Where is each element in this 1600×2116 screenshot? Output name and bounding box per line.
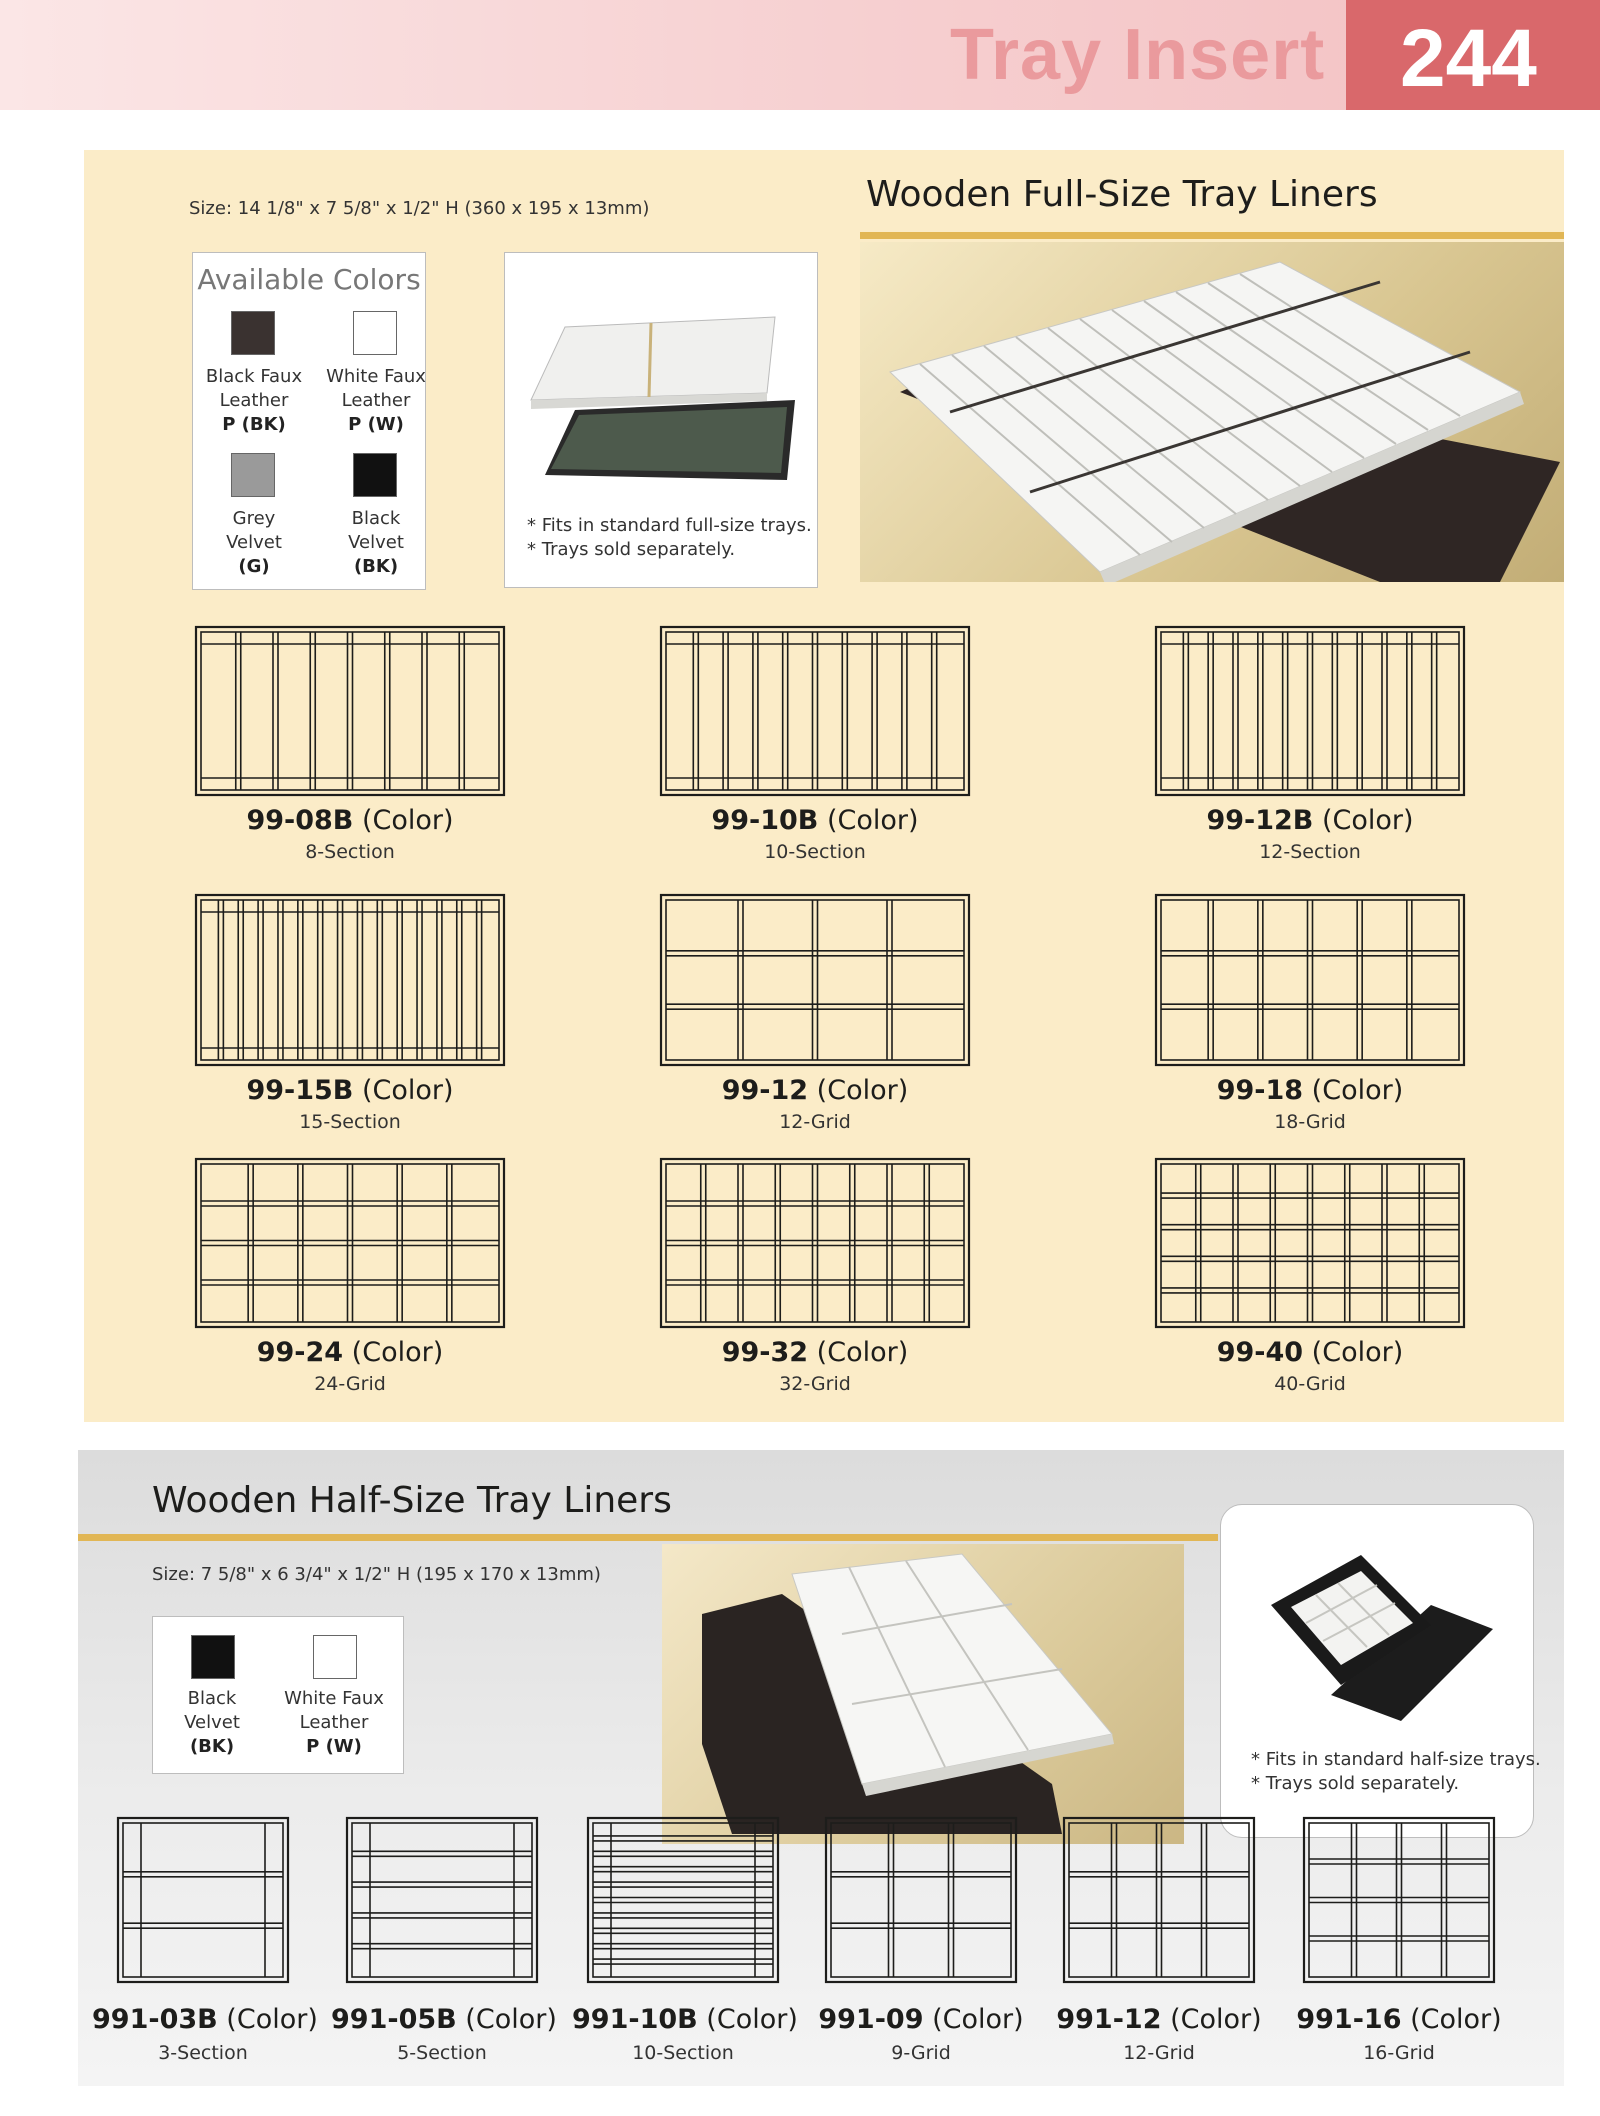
tray-diagram-8-section — [194, 625, 506, 797]
product-description: 18-Grid — [1274, 1111, 1346, 1133]
product-99-15b[interactable] — [194, 893, 506, 1133]
color-label-black-velvet — [157, 1687, 267, 1759]
product-name — [572, 2004, 798, 2035]
product-code: 99-12B — [1206, 805, 1314, 836]
color-swatch-white-faux-leather[interactable] — [313, 1635, 357, 1679]
tray-inner-frame — [1161, 1164, 1459, 1322]
product-99-12b[interactable] — [1154, 625, 1466, 863]
product-name — [92, 2004, 318, 2035]
tray-outline — [1064, 1818, 1254, 1982]
tray-outline — [826, 1818, 1016, 1982]
tray-outline — [1156, 627, 1464, 795]
color-code: P (BK) — [222, 414, 286, 435]
tray-outline — [661, 895, 969, 1065]
product-color-suffix: (Color) — [1303, 1337, 1404, 1368]
tray-inner-frame — [1309, 1823, 1489, 1977]
color-label-line2: Leather — [341, 390, 411, 411]
color-label-line2: Leather — [299, 1712, 369, 1733]
product-description: 3-Section — [158, 2042, 248, 2064]
product-color-suffix: (Color) — [343, 1337, 444, 1368]
tray-outline — [661, 1159, 969, 1327]
full-size-section — [84, 150, 1564, 1422]
product-code: 99-32 — [721, 1337, 809, 1368]
tray-inner-frame — [123, 1823, 283, 1977]
tray-stack-photo — [505, 253, 817, 587]
product-99-18[interactable] — [1154, 893, 1466, 1133]
tray-inner-frame — [666, 632, 964, 790]
color-swatch-black-velvet[interactable] — [353, 453, 397, 497]
product-description: 40-Grid — [1274, 1373, 1346, 1395]
product-99-24[interactable] — [194, 1157, 506, 1395]
product-description: 16-Grid — [1363, 2042, 1435, 2064]
full-size-notes-panel — [504, 252, 818, 588]
color-swatch-grey-velvet[interactable] — [231, 453, 275, 497]
tray-diagram-16-grid — [1288, 1816, 1510, 1984]
product-description: 12-Grid — [779, 1111, 851, 1133]
product-code: 99-18 — [1216, 1075, 1304, 1106]
green-tray-lining — [551, 407, 787, 473]
color-label-line1: White Faux — [326, 366, 426, 387]
tray-diagram-10-section — [659, 625, 971, 797]
product-code: 991-05B — [331, 2004, 457, 2035]
product-color-suffix: (Color) — [1161, 2004, 1262, 2035]
white-liner — [531, 317, 775, 400]
product-name — [1288, 2004, 1510, 2035]
product-description: 24-Grid — [314, 1373, 386, 1395]
product-color-suffix: (Color) — [1313, 805, 1414, 836]
product-code: 991-09 — [818, 2004, 924, 2035]
color-label-line2: Velvet — [184, 1712, 240, 1733]
product-description: 5-Section — [397, 2042, 487, 2064]
tray-outline — [1304, 1818, 1494, 1982]
product-name — [1154, 805, 1466, 836]
half-tray-stack-photo — [1221, 1505, 1533, 1755]
product-description: 32-Grid — [779, 1373, 851, 1395]
product-color-suffix: (Color) — [808, 1337, 909, 1368]
half-size-dimensions: Size: 7 5/8" x 6 3/4" x 1/2" H (195 x 170 x 13mm) — [152, 1564, 601, 1585]
product-991-09[interactable] — [810, 1816, 1032, 2064]
available-colors-panel — [192, 252, 426, 590]
product-code: 991-10B — [572, 2004, 698, 2035]
product-color-suffix: (Color) — [923, 2004, 1024, 2035]
title-rule — [860, 232, 1564, 239]
color-label-black-velvet — [321, 507, 431, 579]
tray-inner-frame — [201, 632, 499, 790]
product-991-10b[interactable] — [572, 1816, 798, 2064]
product-name — [194, 1337, 506, 1368]
product-code: 99-24 — [256, 1337, 344, 1368]
product-name — [659, 1337, 971, 1368]
product-name — [331, 2004, 557, 2035]
tray-diagram-5-section — [331, 1816, 553, 1984]
tray-outline — [1156, 1159, 1464, 1327]
tray-inner-frame — [1069, 1823, 1249, 1977]
color-swatch-black-faux-leather[interactable] — [231, 311, 275, 355]
product-99-32[interactable] — [659, 1157, 971, 1395]
tray-inner-frame — [201, 1164, 499, 1322]
product-name — [1154, 1337, 1466, 1368]
full-size-liner-illustration — [860, 242, 1564, 582]
product-99-08b[interactable] — [194, 625, 506, 863]
product-991-03b[interactable] — [92, 1816, 318, 2064]
product-name — [1048, 2004, 1270, 2035]
tray-diagram-40-grid — [1154, 1157, 1466, 1329]
half-size-notes-panel — [1220, 1504, 1541, 1838]
tray-diagram-12-section — [1154, 625, 1466, 797]
tray-inner-frame — [201, 900, 499, 1060]
product-code: 99-15B — [246, 1075, 354, 1106]
tray-inner-frame — [831, 1823, 1011, 1977]
tray-inner-frame — [1161, 632, 1459, 790]
full-size-note-fit: * Fits in standard full-size trays. — [527, 515, 812, 536]
product-description: 10-Section — [632, 2042, 734, 2064]
tray-outline — [1156, 895, 1464, 1065]
tray-inner-frame — [1161, 900, 1459, 1060]
product-description: 15-Section — [299, 1111, 401, 1133]
product-color-suffix: (Color) — [456, 2004, 557, 2035]
color-code: (BK) — [353, 556, 399, 577]
liner-divider — [649, 323, 651, 397]
color-label-black-faux-leather — [199, 365, 309, 437]
product-color-suffix: (Color) — [808, 1075, 909, 1106]
product-name — [194, 805, 506, 836]
color-code: P (W) — [348, 414, 404, 435]
product-color-suffix: (Color) — [697, 2004, 798, 2035]
page-title: Tray Insert — [950, 15, 1326, 95]
product-description: 9-Grid — [891, 2042, 951, 2064]
half-size-liner-illustration — [662, 1544, 1184, 1844]
product-color-suffix: (Color) — [353, 1075, 454, 1106]
product-991-16[interactable] — [1288, 1816, 1510, 2064]
color-label-grey-velvet — [199, 507, 309, 579]
product-name — [659, 805, 971, 836]
product-name — [659, 1075, 971, 1106]
tray-diagram-12-grid — [1048, 1816, 1270, 1984]
half-size-note-fit: * Fits in standard half-size trays. — [1251, 1749, 1541, 1770]
color-label-white-faux-leather — [279, 1687, 389, 1759]
product-code: 99-40 — [1216, 1337, 1304, 1368]
tray-diagram-18-grid — [1154, 893, 1466, 1067]
color-code: P (W) — [306, 1736, 362, 1757]
product-name — [810, 2004, 1032, 2035]
half-size-liner-photo — [662, 1544, 1184, 1844]
tray-diagram-32-grid — [659, 1157, 971, 1329]
tray-diagram-24-grid — [194, 1157, 506, 1329]
tray-diagram-9-grid — [810, 1816, 1032, 1984]
product-description: 12-Grid — [1123, 2042, 1195, 2064]
full-size-note-sold: * Trays sold separately. — [527, 539, 736, 560]
product-description: 10-Section — [764, 841, 866, 863]
half-size-note-sold: * Trays sold separately. — [1251, 1773, 1460, 1794]
product-991-12[interactable] — [1048, 1816, 1270, 2064]
tray-outline — [347, 1818, 537, 1982]
product-991-05b[interactable] — [331, 1816, 557, 2064]
color-label-line2: Velvet — [348, 532, 404, 553]
product-description: 8-Section — [305, 841, 395, 863]
product-99-10b[interactable] — [659, 625, 971, 863]
color-code: (BK) — [189, 1736, 235, 1757]
tray-outline — [196, 627, 504, 795]
color-label-line1: White Faux — [284, 1688, 384, 1709]
color-code: (G) — [238, 556, 270, 577]
color-swatch-black-velvet[interactable] — [191, 1635, 235, 1679]
color-label-line1: Black — [187, 1688, 237, 1709]
tray-inner-frame — [666, 900, 964, 1060]
color-label-line1: Black Faux — [205, 366, 303, 387]
product-code: 99-10B — [711, 805, 819, 836]
tray-diagram-12-grid — [659, 893, 971, 1067]
tray-outline — [118, 1818, 288, 1982]
product-color-suffix: (Color) — [1303, 1075, 1404, 1106]
product-code: 991-12 — [1056, 2004, 1162, 2035]
color-label-line1: Black — [351, 508, 401, 529]
product-color-suffix: (Color) — [818, 805, 919, 836]
product-code: 991-03B — [92, 2004, 218, 2035]
tray-diagram-15-section — [194, 893, 506, 1067]
half-size-colors-panel — [152, 1616, 404, 1774]
color-label-line2: Leather — [219, 390, 289, 411]
product-name — [194, 1075, 506, 1106]
product-code: 99-12 — [721, 1075, 809, 1106]
color-label-line2: Velvet — [226, 532, 282, 553]
tray-inner-frame — [352, 1823, 532, 1977]
color-label-line1: Grey — [232, 508, 276, 529]
full-size-title: Wooden Full-Size Tray Liners — [866, 174, 1378, 215]
title-rule — [78, 1534, 1218, 1541]
product-color-suffix: (Color) — [1401, 2004, 1502, 2035]
available-colors-heading: Available Colors — [197, 263, 421, 296]
color-swatch-white-faux-leather[interactable] — [353, 311, 397, 355]
product-color-suffix: (Color) — [217, 2004, 318, 2035]
color-label-white-faux-leather — [321, 365, 431, 437]
tray-outline — [196, 1159, 504, 1327]
full-size-dimensions: Size: 14 1/8" x 7 5/8" x 1/2" H (360 x 195 x 13mm) — [189, 198, 650, 219]
product-99-12[interactable] — [659, 893, 971, 1133]
tray-inner-frame — [593, 1823, 773, 1977]
product-color-suffix: (Color) — [353, 805, 454, 836]
tray-diagram-10-section — [572, 1816, 794, 1984]
tray-inner-frame — [666, 1164, 964, 1322]
half-size-title: Wooden Half-Size Tray Liners — [152, 1480, 672, 1521]
tray-outline — [196, 895, 504, 1065]
product-name — [1154, 1075, 1466, 1106]
tray-outline — [588, 1818, 778, 1982]
product-description: 12-Section — [1259, 841, 1361, 863]
half-size-section — [78, 1450, 1564, 2086]
product-code: 99-08B — [246, 805, 354, 836]
product-99-40[interactable] — [1154, 1157, 1466, 1395]
full-size-liner-photo — [860, 242, 1564, 582]
tray-diagram-3-section — [92, 1816, 314, 1984]
product-code: 991-16 — [1296, 2004, 1402, 2035]
page-number: 244 — [1400, 13, 1537, 104]
tray-outline — [661, 627, 969, 795]
